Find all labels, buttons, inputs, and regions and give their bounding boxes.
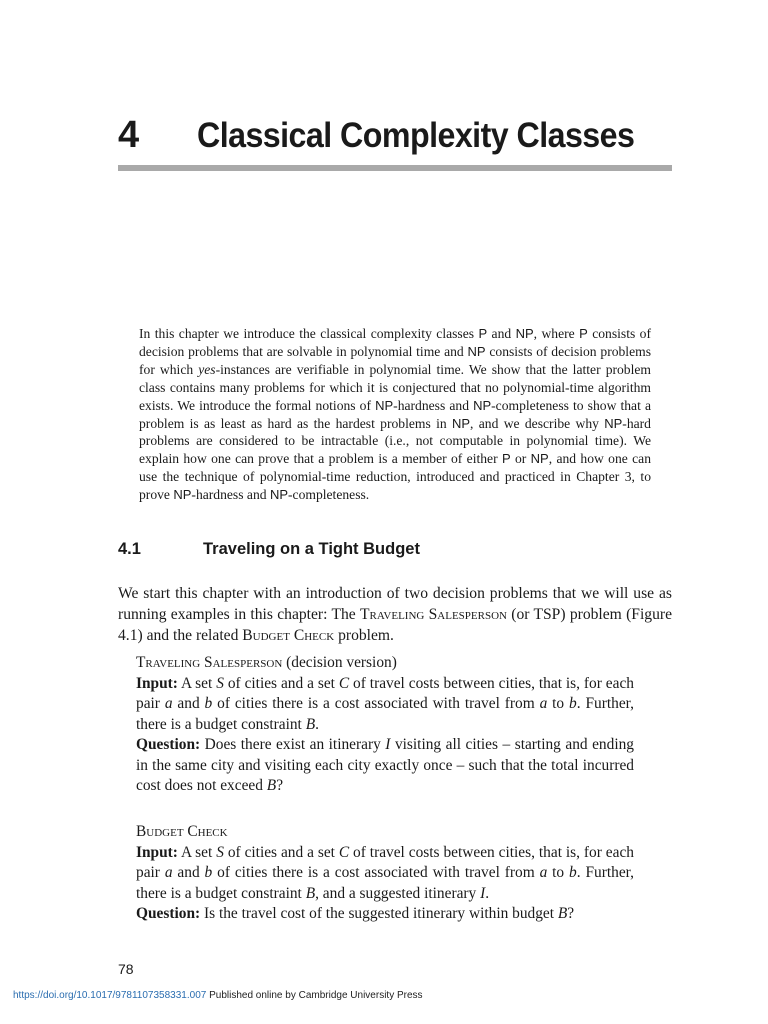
chapter-heading — [118, 114, 672, 171]
problem-budget-check — [136, 822, 634, 925]
chapter-number: 4 — [118, 114, 139, 156]
problem-traveling-salesperson — [136, 653, 634, 797]
chapter-rule — [118, 165, 672, 171]
problem-title: Traveling Salesperson (decision version) — [136, 654, 397, 671]
chapter-title: Classical Complexity Classes — [196, 116, 634, 155]
problem-question: Question: Is the travel cost of the suggested itinerary within budget B? — [136, 905, 575, 922]
section-title: Traveling on a Tight Budget — [203, 540, 420, 558]
doi-link[interactable]: https://doi.org/10.1017/9781107358331.007 — [13, 990, 207, 1001]
problem-question: Question: Does there exist an itinerary I visiting all cities – starting and ending in the same city and visiting each city exactly once – such that the total incurred cost does not exceed B? — [136, 736, 634, 794]
problem-input: Input: A set S of cities and a set C of travel costs between cities, that is, for each pair a and b of cities there is a cost associated with travel from a to b. Further, there is a budget constraint B. — [136, 674, 635, 733]
intro-paragraph: We start this chapter with an introduction of two decision problems that we will use as running examples in this chapter: The Traveling Salesperson (or TSP) problem (Figure 4.1) and the related Budget Check problem. — [118, 585, 672, 644]
section-number: 4.1 — [118, 540, 141, 558]
problem-input: Input: A set S of cities and a set C of travel costs between cities, that is, for each pair a and b of cities there is a cost associated with travel from a to b. Further, there is a budget constraint B, and a suggested itinerary I. — [136, 843, 635, 902]
footer — [13, 990, 423, 1001]
problem-title: Budget Check — [136, 823, 228, 840]
publisher-note: Published online by Cambridge University Press — [206, 990, 423, 1001]
chapter-abstract: In this chapter we introduce the classical complexity classes P and NP, where P consists of decision problems that are solvable in polynomial time and NP consists of decision problems for which yes-instances are verifiable in polynomial time. We show that the latter problem class contains many problems for which it is conjectured that no polynomial-time algorithm exists. We introduce the formal notions of NP-hardness and NP-completeness to show that a problem is as least as hard as the hardest problems in NP, and we describe why NP-hard problems are considered to be intractable (i.e., not computable in polynomial time). We explain how one can prove that a problem is a member of either P or NP, and how one can use the technique of polynomial-time reduction, introduced and practiced in Chapter 3, to prove NP-hardness and NP-completeness. — [139, 326, 652, 503]
page-number: 78 — [118, 961, 134, 977]
section-heading — [118, 540, 420, 559]
